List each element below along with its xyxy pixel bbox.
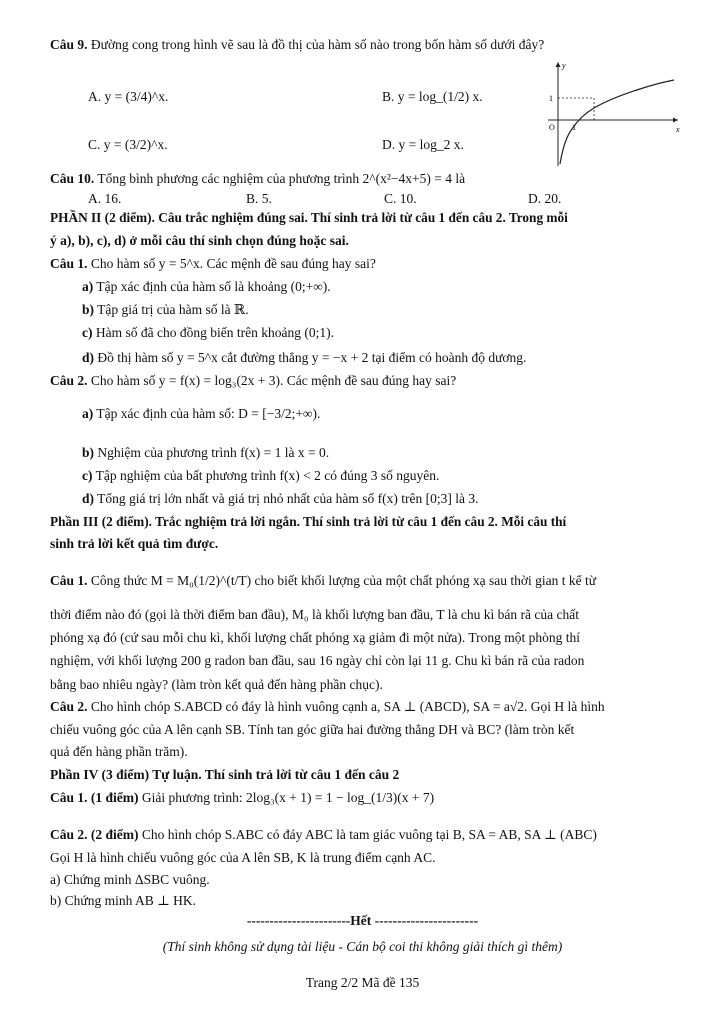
q9-option-d: D. y = log_2 x. [382,137,464,152]
end-marker: -----------------------Hết ----------------------- [246,913,479,928]
q9-curve [560,80,674,164]
statement-label: d) [82,350,95,365]
q9-tick-y: 1 [549,94,553,103]
q9-y-arrow [556,62,561,67]
statement-label: c) [82,468,93,483]
statement-text: Hàm số đã cho đồng biến trên khoảng (0;1). [95,325,334,340]
part3-q1-line5: bằng bao nhiêu ngày? (làm tròn kết quả đến hàng phần chục). [50,677,383,692]
part3-q1-line1 [50,572,596,590]
part3-heading: Phần III (2 điểm). Trắc nghiệm trả lời ngắn. Thí sinh trả lời từ câu 1 đến câu 2. Mỗi câu thí [50,514,567,529]
statement-label: a) [82,406,94,421]
statement-text: Nghiệm của phương trình f(x) = 1 là x = 0. [97,445,330,460]
statement-text: Tập xác định của hàm số là khoảng (0;+∞). [96,279,331,294]
part3-q1-text: Công thức M = M₀(1/2)^(t/T) cho biết khối lượng của một chất phóng xạ sau thời gian t kể từ [90,573,597,588]
q9-y-label: y [562,61,566,70]
q10-label: Câu 10. [50,171,95,186]
part2-heading-cont: ý a), b), c), d) ở mỗi câu thí sinh chọn đúng hoặc sai. [50,233,349,248]
part3-q2-line2: chiếu vuông góc của A lên cạnh SB. Tính tan góc giữa hai đường thẳng DH và BC? (làm tròn kết [50,722,575,737]
statement-label: c) [82,325,93,340]
part4-q2-line1 [50,826,597,844]
part2-q2-label: Câu 2. [50,373,88,388]
part2-q1-text: Cho hàm số y = 5^x. Các mệnh đề sau đúng hay sai? [90,256,376,271]
q9-option-c: C. y = (3/2)^x. [88,137,168,152]
part3-q2-line3: quả đến hàng phần trăm). [50,744,188,759]
part4-q2-a: a) Chứng minh ΔSBC vuông. [50,872,210,887]
q9-origin-label: O [549,123,555,132]
q10-text: Tổng bình phương các nghiệm của phương trình 2^(x²−4x+5) = 4 là [97,171,466,186]
part4-q2-line2: Gọi H là hình chiếu vuông góc của A lên SB, K là trung điểm cạnh AC. [50,850,436,865]
part3-q1-line2: thời điểm nào đó (gọi là thời điểm ban đầu), M₀ là khối lượng ban đầu, T là chu kì bán rã của chất [50,607,579,622]
statement-text: Tập giá trị của hàm số là ℝ. [97,302,249,317]
q9-option-a: A. y = (3/4)^x. [88,89,169,104]
part2-q2-b [82,444,329,462]
q10-stem [50,170,465,188]
part4-q1-text: Giải phương trình: 2log₃(x + 1) = 1 − log_(1/3)(x + 7) [141,790,435,805]
statement-label: a) [82,279,94,294]
part2-q1-b [82,301,249,319]
part2-q1-stem [50,255,376,273]
statement-text: Tổng giá trị lớn nhất và giá trị nhỏ nhất của hàm số f(x) trên [0;3] là 3. [97,491,479,506]
part2-q2-text: Cho hàm số y = f(x) = log₃(2x + 3). Các mệnh đề sau đúng hay sai? [90,373,457,388]
part2-heading: PHẦN II (2 điểm). Câu trắc nghiệm đúng sai. Thí sinh trả lời từ câu 1 đến câu 2. Trong mỗi [50,210,568,225]
q9-x-arrow [673,118,678,123]
part2-q2-stem [50,372,456,390]
q9-text: Đường cong trong hình vẽ sau là đồ thị của hàm số nào trong bốn hàm số dưới đây? [90,37,545,52]
part3-q1-line3: phóng xạ đó (cứ sau mỗi chu kì, khối lượng chất phóng xạ giảm đi một nửa). Trong một phòng thí [50,630,581,645]
part3-q2-line1 [50,698,605,716]
part2-q2-c [82,467,439,485]
part2-q1-label: Câu 1. [50,256,88,271]
q10-option-c: C. 10. [384,191,417,206]
part2-q1-d [82,349,526,367]
exam-note: (Thí sinh không sử dụng tài liệu - Cán bộ coi thi không giải thích gì thêm) [162,939,563,954]
part2-q2-d [82,490,478,508]
part4-q2-text: Cho hình chóp S.ABC có đáy ABC là tam giác vuông tại B, SA = AB, SA ⊥ (ABC) [141,827,597,842]
part3-q2-text: Cho hình chóp S.ABCD có đáy là hình vuông cạnh a, SA ⊥ (ABCD), SA = a√2. Gọi H là hình [90,699,605,714]
part2-q1-a [82,278,331,296]
q9-tick-x: 1 [572,123,576,132]
statement-text: Đồ thị hàm số y = 5^x cắt đường thẳng y = −x + 2 tại điểm có hoành độ dương. [97,350,527,365]
part4-q1 [50,789,434,807]
part2-q2-a [82,405,320,423]
q9-stem [50,36,544,54]
q10-option-d: D. 20. [528,191,562,206]
statement-text: Tập nghiệm của bất phương trình f(x) < 2 có đúng 3 số nguyên. [95,468,440,483]
part4-q2-b: b) Chứng minh AB ⊥ HK. [50,893,197,908]
statement-label: d) [82,491,95,506]
part3-heading-cont: sinh trả lời kết quả tìm được. [50,536,219,551]
statement-label: b) [82,445,95,460]
part4-heading: Phần IV (3 điểm) Tự luận. Thí sinh trả lời từ câu 1 đến câu 2 [50,767,400,782]
part3-q2-label: Câu 2. [50,699,88,714]
q9-option-b: B. y = log_(1/2) x. [382,89,483,104]
statement-label: b) [82,302,95,317]
page-number: Trang 2/2 Mã đề 135 [305,975,420,990]
part3-q1-line4: nghiệm, với khối lượng 200 g radon ban đầu, sau 16 ngày chỉ còn lại 11 g. Chu kì bán rã của radon [50,653,585,668]
statement-text: Tập xác định của hàm số: D = [−3/2;+∞). [96,406,321,421]
q10-option-a: A. 16. [88,191,122,206]
q9-x-label: x [676,125,680,134]
part2-q1-c [82,324,334,342]
q9-label: Câu 9. [50,37,88,52]
part3-q1-label: Câu 1. [50,573,88,588]
part4-q1-label: Câu 1. (1 điểm) [50,790,139,805]
q10-option-b: B. 5. [246,191,272,206]
q9-graph [540,56,685,168]
part4-q2-label: Câu 2. (2 điểm) [50,827,139,842]
